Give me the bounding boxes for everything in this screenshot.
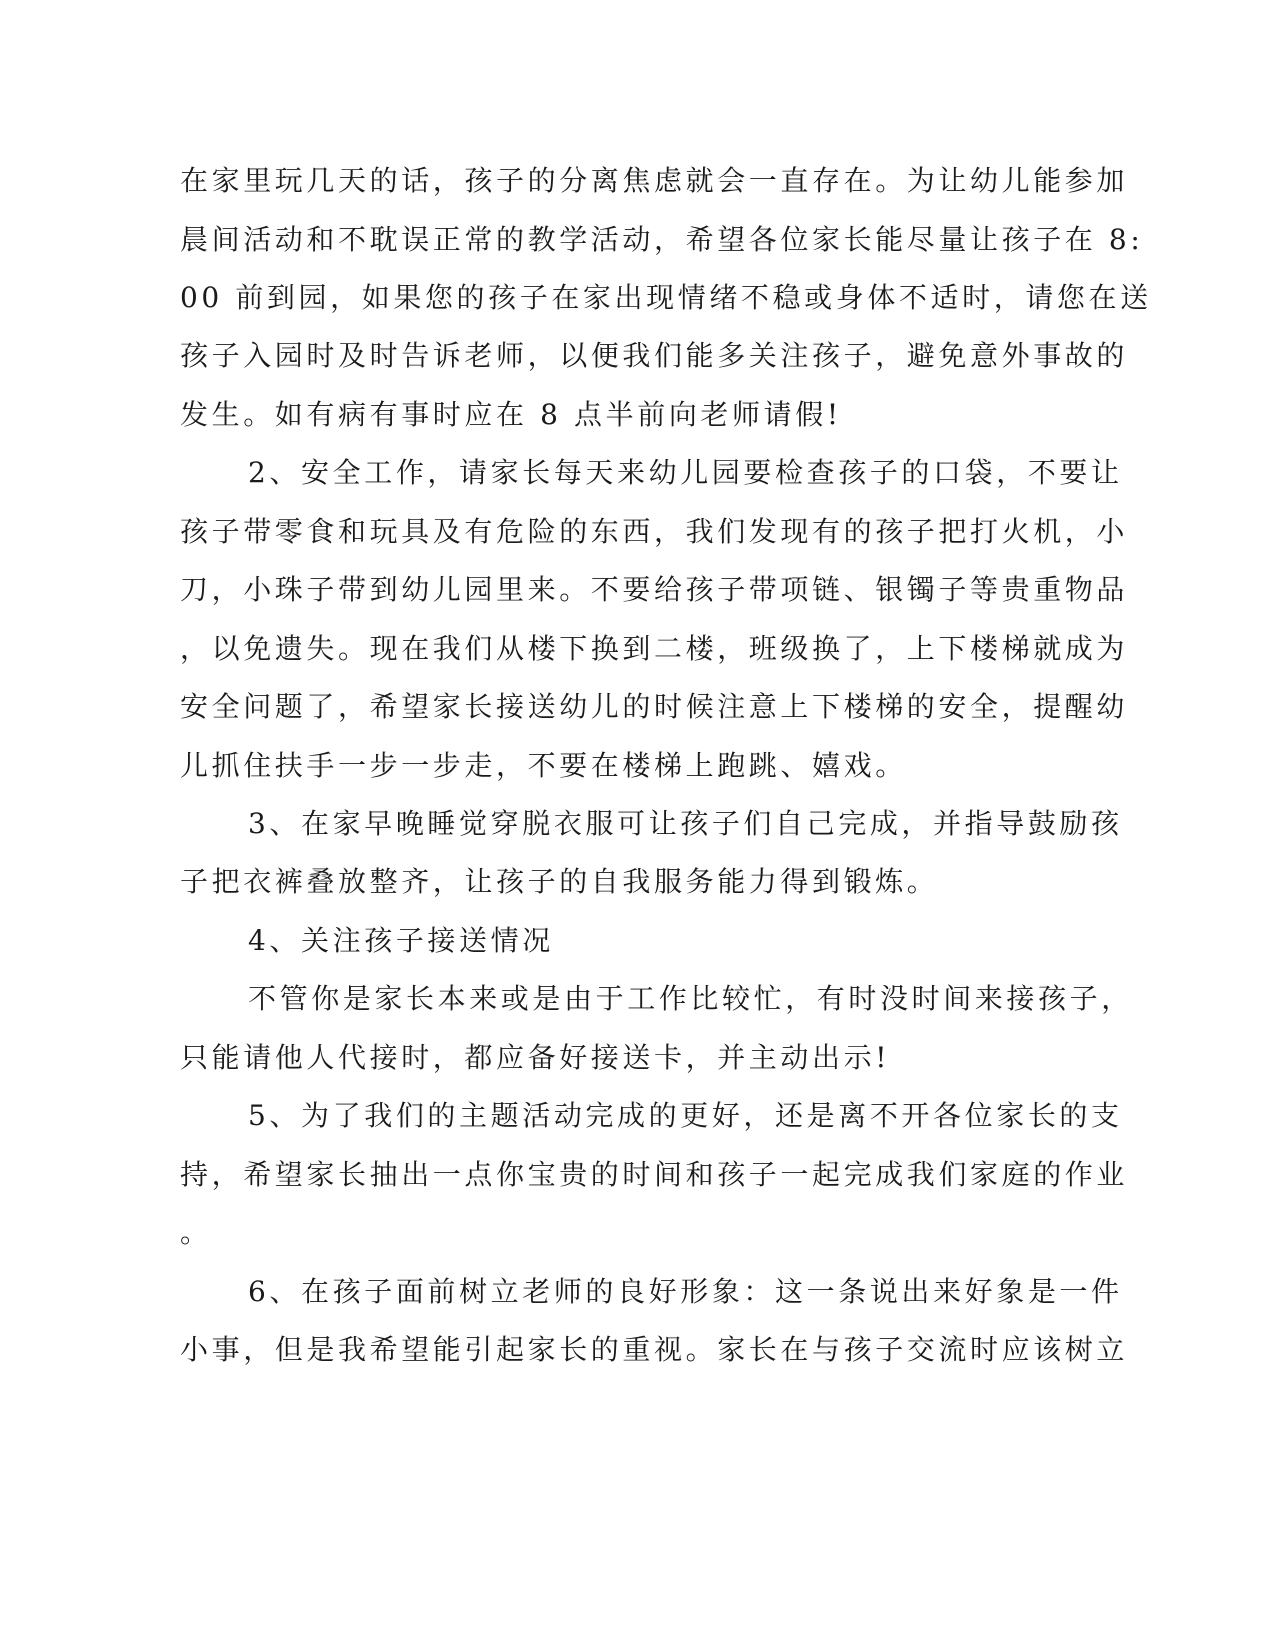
text-line: 在家里玩几天的话，孩子的分离焦虑就会一直存在。为让幼儿能参加 — [180, 164, 1129, 197]
text-line: 持，希望家长抽出一点你宝贵的时间和孩子一起完成我们家庭的作业 — [180, 1158, 1129, 1191]
text-line: 4、关注孩子接送情况 — [248, 924, 554, 957]
text-line: 3、在家早晚睡觉穿脱衣服可让孩子们自己完成，并指导鼓励孩 — [248, 807, 1123, 840]
text-line: 孩子带零食和玩具及有危险的东西，我们发现有的孩子把打火机，小 — [180, 515, 1129, 548]
text-line: 6、在孩子面前树立老师的良好形象：这一条说出来好象是一件 — [248, 1275, 1123, 1308]
text-line: 5、为了我们的主题活动完成的更好，还是离不开各位家长的支 — [248, 1099, 1123, 1132]
text-line: 刀，小珠子带到幼儿园里来。不要给孩子带项链、银镯子等贵重物品 — [180, 573, 1129, 606]
text-line: 子把衣裤叠放整齐，让孩子的自我服务能力得到锻炼。 — [180, 865, 939, 898]
text-line: 晨间活动和不耽误正常的教学活动，希望各位家长能尽量让孩子在 8: — [180, 223, 1144, 256]
text-line: 2、安全工作，请家长每天来幼儿园要检查孩子的口袋，不要让 — [248, 456, 1123, 489]
text-line: 发生。如有病有事时应在 8 点半前向老师请假! — [180, 398, 842, 431]
text-line: ，以免遗失。现在我们从楼下换到二楼，班级换了，上下楼梯就成为 — [180, 632, 1129, 665]
text-line: 儿抓住扶手一步一步走，不要在楼梯上跑跳、嬉戏。 — [180, 749, 907, 782]
text-line: 孩子入园时及时告诉老师，以便我们能多关注孩子，避免意外事故的 — [180, 339, 1129, 372]
text-line: 安全问题了，希望家长接送幼儿的时候注意上下楼梯的安全，提醒幼 — [180, 690, 1129, 723]
text-line: 。 — [180, 1216, 212, 1249]
text-line: 不管你是家长本来或是由于工作比较忙，有时没时间来接孩子， — [248, 982, 1133, 1015]
text-line: 00 前到园，如果您的孩子在家出现情绪不稳或身体不适时，请您在送 — [180, 281, 1152, 314]
text-line: 只能请他人代接时，都应备好接送卡，并主动出示! — [180, 1041, 891, 1074]
text-line: 小事，但是我希望能引起家长的重视。家长在与孩子交流时应该树立 — [180, 1333, 1129, 1366]
